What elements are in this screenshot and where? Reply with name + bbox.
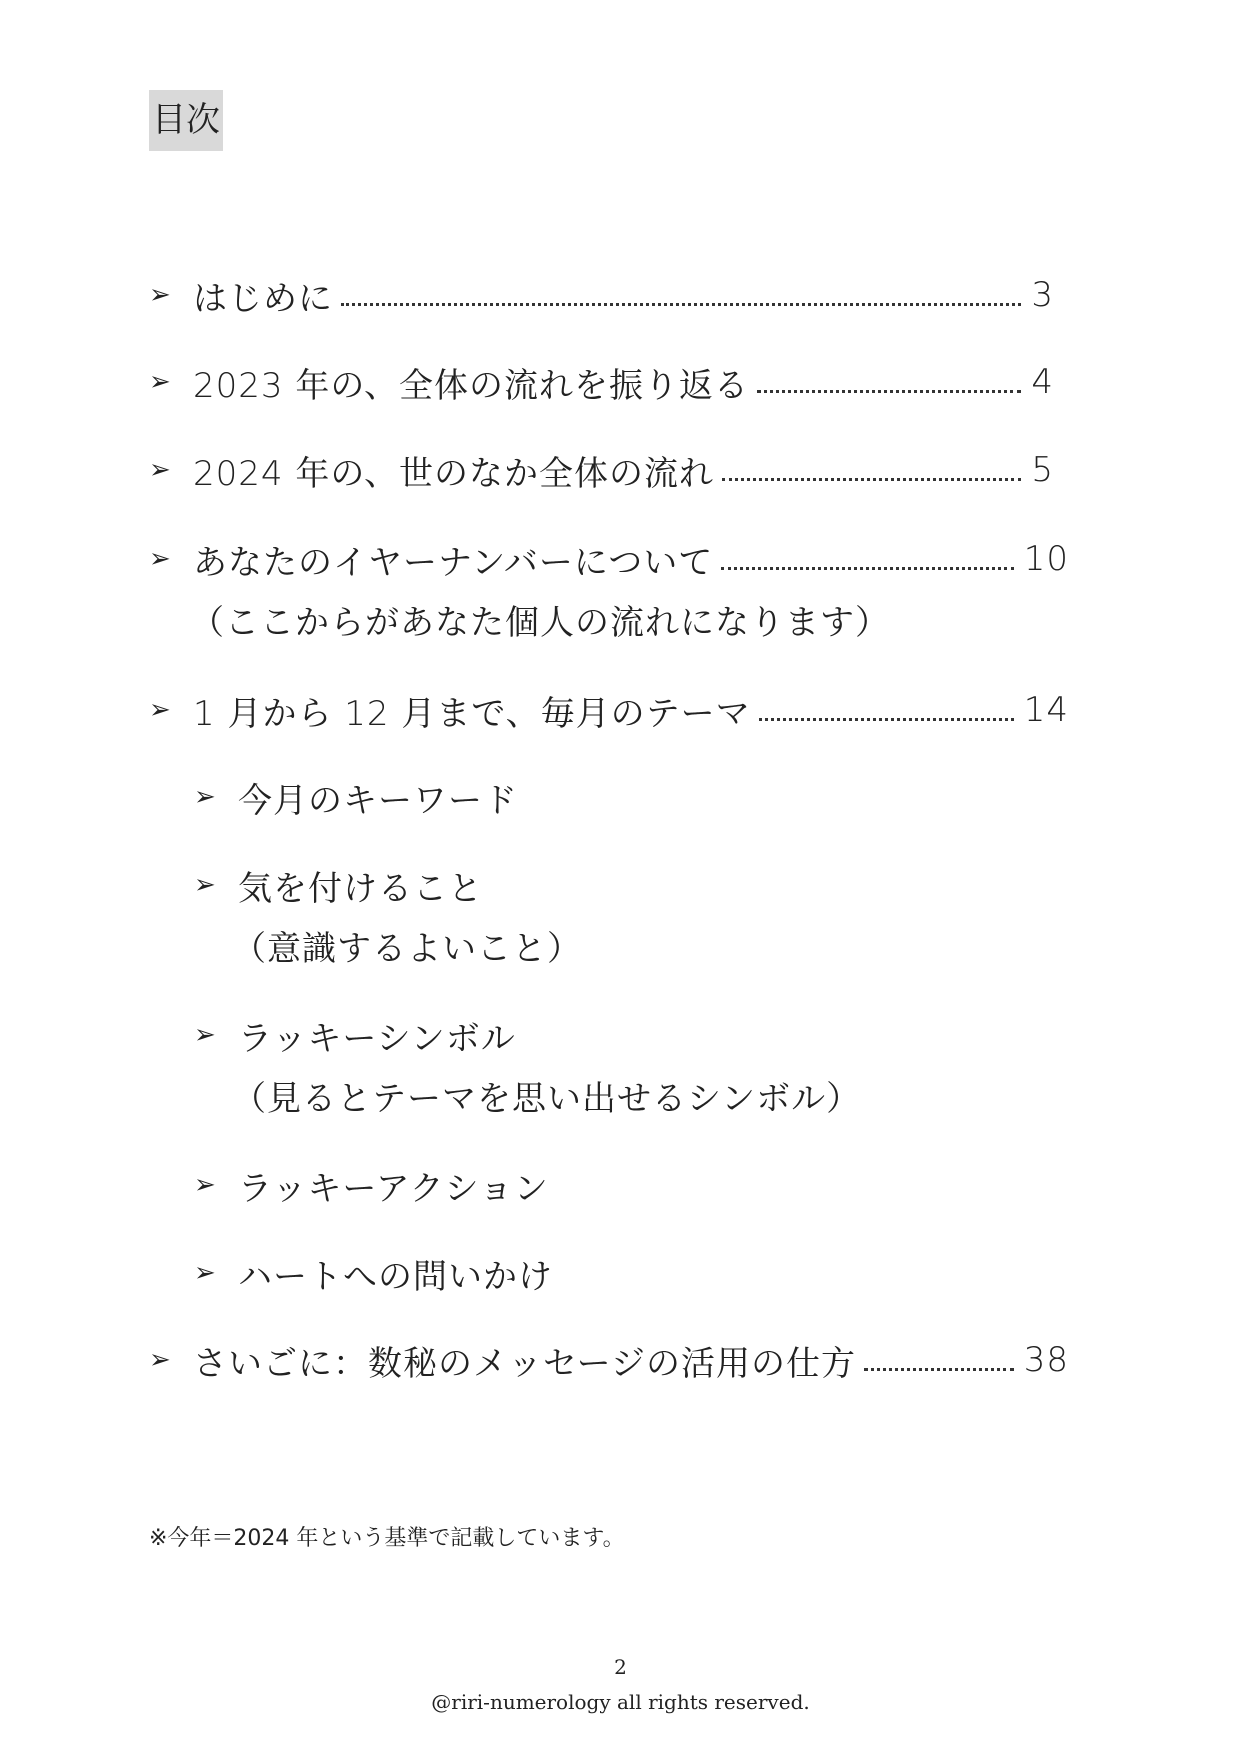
toc-subentry[interactable]: [194, 860, 483, 910]
arrow-bullet-icon: ➢: [149, 280, 172, 310]
toc-page-number: 4: [1031, 362, 1054, 402]
toc-entry-label: 1 月から 12 月まで、毎月のテーマ: [193, 693, 751, 734]
toc-entry-label: 今月のキーワード: [238, 780, 518, 821]
dot-leader: [757, 390, 1021, 393]
dot-leader: [721, 567, 1013, 570]
toc-entry-label: あなたのイヤーナンバーについて: [193, 542, 714, 583]
page-number: 2: [614, 1655, 627, 1679]
arrow-bullet-icon: ➢: [194, 1170, 217, 1200]
arrow-bullet-icon: ➢: [194, 782, 217, 812]
toc-entry-label: はじめに: [193, 278, 333, 319]
footnote: ※今年＝2024 年という基準で記載しています。: [149, 1526, 625, 1551]
dot-leader: [722, 478, 1021, 481]
page-title: 目次: [149, 90, 223, 151]
arrow-bullet-icon: ➢: [194, 870, 217, 900]
toc-page-number: 5: [1031, 450, 1054, 490]
toc-subentry[interactable]: [194, 1010, 516, 1060]
arrow-bullet-icon: ➢: [149, 1345, 172, 1375]
toc-entry[interactable]: [149, 445, 1054, 495]
toc-entry[interactable]: [149, 357, 1054, 407]
toc-entry[interactable]: [149, 270, 1054, 320]
arrow-bullet-icon: ➢: [194, 1020, 217, 1050]
toc-entry[interactable]: [149, 685, 1069, 735]
toc-page-number: 3: [1031, 275, 1054, 315]
arrow-bullet-icon: ➢: [194, 1258, 217, 1288]
toc-subentry[interactable]: [194, 1248, 553, 1298]
toc-entry-label: ラッキーシンボル: [238, 1018, 516, 1059]
toc-entry-label: ラッキーアクション: [238, 1168, 549, 1209]
toc-entry-label: ハートへの問いかけ: [238, 1256, 553, 1297]
arrow-bullet-icon: ➢: [149, 367, 172, 397]
toc-subentry[interactable]: [194, 1160, 549, 1210]
toc-page-number: 38: [1023, 1340, 1069, 1380]
toc-entry-label: 気を付けること: [238, 868, 483, 909]
toc-entry[interactable]: [149, 534, 1069, 584]
toc-entry-subtitle: （意識するよいこと）: [232, 929, 582, 969]
toc-entry-label: 2024 年の、世のなか全体の流れ: [193, 453, 714, 494]
dot-leader: [864, 1368, 1014, 1371]
toc-entry-subtitle: （見るとテーマを思い出せるシンボル）: [232, 1079, 862, 1119]
toc-page-number: 10: [1023, 539, 1069, 579]
toc-entry-label: さいごに：数秘のメッセージの活用の仕方: [193, 1343, 856, 1384]
toc-entry-label: 2023 年の、全体の流れを振り返る: [193, 365, 749, 406]
toc-entry-subtitle: （ここからがあなた個人の流れになります）: [190, 603, 890, 643]
dot-leader: [341, 303, 1021, 306]
toc-subentry[interactable]: [194, 772, 518, 822]
arrow-bullet-icon: ➢: [149, 455, 172, 485]
dot-leader: [759, 718, 1014, 721]
toc-page-number: 14: [1023, 690, 1069, 730]
copyright-notice: @riri-numerology all rights reserved.: [431, 1690, 810, 1714]
arrow-bullet-icon: ➢: [149, 544, 172, 574]
arrow-bullet-icon: ➢: [149, 695, 172, 725]
toc-entry[interactable]: [149, 1335, 1069, 1385]
